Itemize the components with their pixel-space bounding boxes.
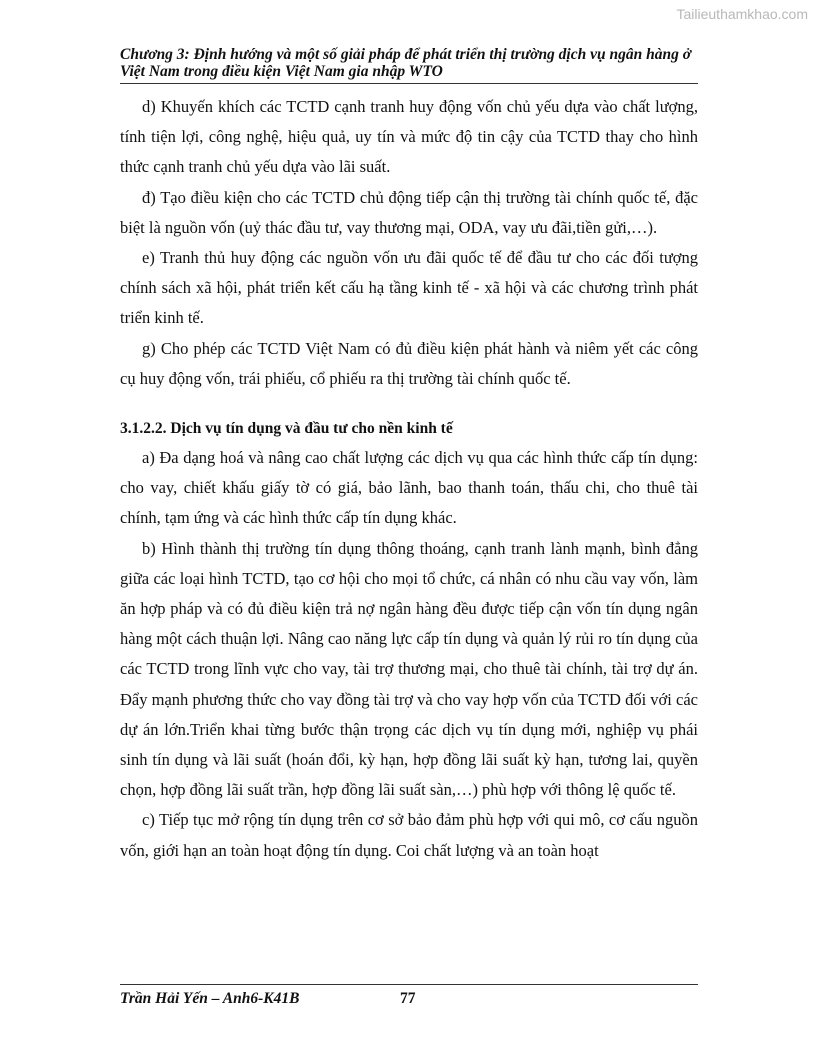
page-number: 77 (400, 990, 416, 1007)
header-divider (120, 83, 698, 84)
paragraph-g: g) Cho phép các TCTD Việt Nam có đủ điều kiện phát hành và niêm yết các công cụ huy động vốn, trái phiếu, cổ phiếu ra thị trường tài chính quốc tế. (120, 338, 698, 388)
paragraph-c: c) Tiếp tục mở rộng tín dụng trên cơ sở bảo đảm phù hợp với qui mô, cơ cấu nguồn vốn, giới hạn an toàn hoạt động tín dụng. Coi chất lượng và an toàn hoạt (120, 810, 698, 860)
footer-divider (120, 984, 698, 985)
paragraph-b: b) Hình thành thị trường tín dụng thông thoáng, cạnh tranh lành mạnh, bình đẳng giữa các loại hình TCTD, tạo cơ hội cho mọi tổ chức, cá nhân có nhu cầu vay vốn, làm ăn hợp pháp và có đủ điều kiện trả nợ ngân hàng đều được tiếp cận vốn tín dụng ngân hàng một cách thuận lợi. Nâng cao năng lực cấp tín dụng và quản lý rủi ro tín dụng của các TCTD trong lĩnh vực cho vay, tài trợ thương mại, cho thuê tài chính, tài trợ dự án. Đẩy mạnh phương thức cho vay đồng tài trợ và cho vay hợp vốn của TCTD đối với các dự án lớn.Triển khai từng bước thận trọng các dịch vụ tín dụng mới, nghiệp vụ phái sinh tín dụng và lãi suất (hoán đổi, kỳ hạn, hợp đồng lãi suất kỳ hạn, tương lai, quyền chọn, hợp đồng lãi suất trần, hợp đồng lãi suất sàn,…) phù hợp với thông lệ quốc tế. (120, 538, 698, 800)
page-header: Chương 3: Định hướng và một số giải pháp để phát triển thị trường dịch vụ ngân hàng ở Việt Nam trong điều kiện Việt Nam gia nhập WTO (120, 46, 692, 80)
paragraph-d: d) Khuyến khích các TCTD cạnh tranh huy động vốn chủ yếu dựa vào chất lượng, tính tiện lợi, công nghệ, hiệu quả, uy tín và mức độ tin cậy của TCTD thay cho hình thức cạnh tranh chủ yếu dựa vào lãi suất. (120, 97, 698, 177)
paragraph-dd: đ) Tạo điều kiện cho các TCTD chủ động tiếp cận thị trường tài chính quốc tế, đặc biệt là nguồn vốn (uỷ thác đầu tư, vay thương mại, ODA, vay ưu đãi,tiền gửi,…). (120, 187, 698, 237)
section-heading: 3.1.2.2. Dịch vụ tín dụng và đầu tư cho nền kinh tế (120, 420, 453, 438)
paragraph-a: a) Đa dạng hoá và nâng cao chất lượng các dịch vụ qua các hình thức cấp tín dụng: cho vay, chiết khấu giấy tờ có giá, bảo lãnh, bao thanh toán, thấu chi, cho thuê tài chính, tạm ứng và các hình thức cấp tín dụng khác. (120, 448, 698, 528)
page-content (120, 92, 698, 866)
paragraph-e: e) Tranh thủ huy động các nguồn vốn ưu đãi quốc tế để đầu tư cho các đối tượng chính sách xã hội, phát triển kết cấu hạ tầng kinh tế - xã hội và các chương trình phát triển kinh tế. (120, 248, 698, 328)
footer-author: Trần Hải Yến – Anh6-K41B (120, 990, 300, 1007)
watermark: Tailieuthamkhao.com (676, 6, 808, 22)
